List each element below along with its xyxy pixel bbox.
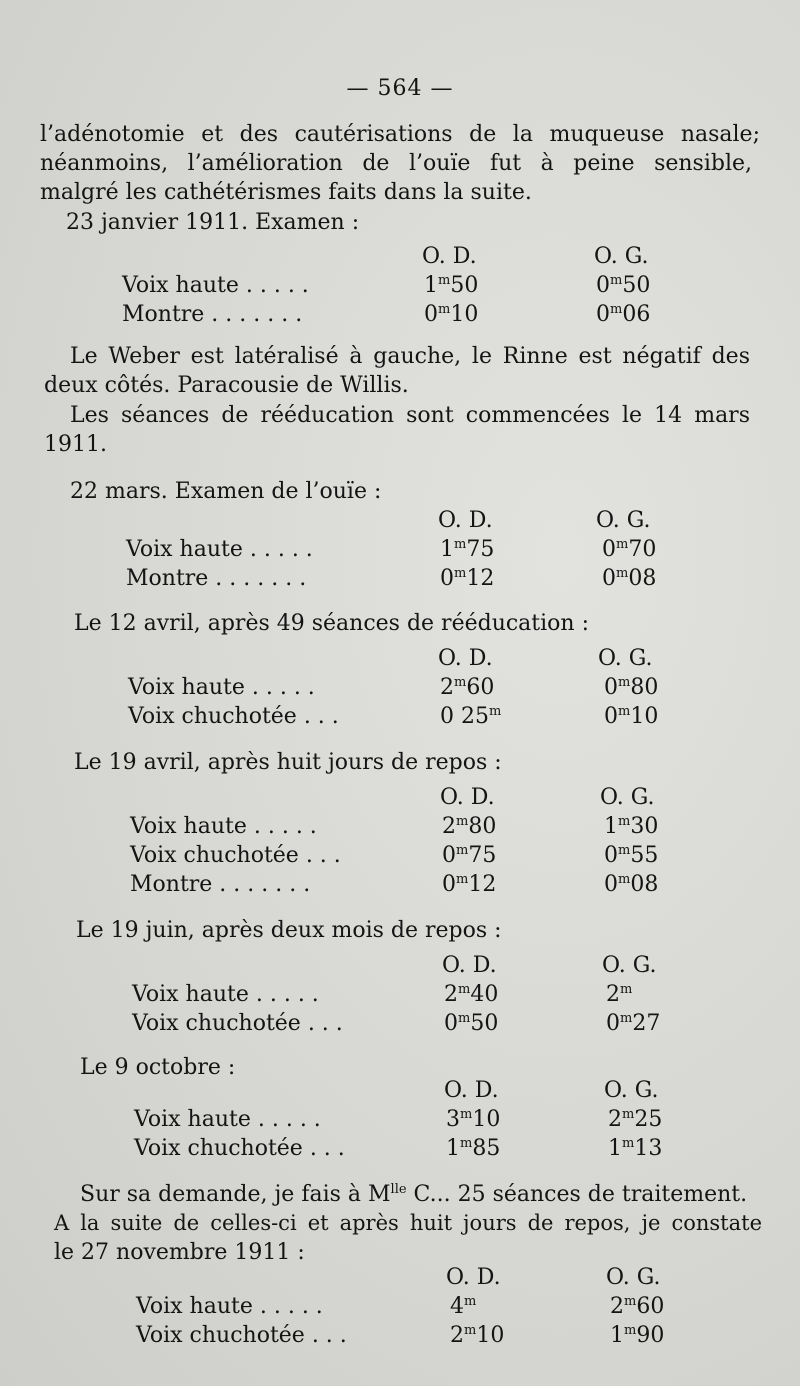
od-value: 4$^m$	[450, 1294, 477, 1319]
intro-line: malgré les cathétérismes faits dans la suite.	[40, 180, 532, 205]
exam-heading: Le 19 avril, après huit jours de repos :	[74, 750, 502, 775]
row-label: Montre . . . . . . .	[126, 566, 307, 591]
od-value: 0$^m$50	[444, 1011, 499, 1036]
og-value: 2$^m$	[606, 982, 633, 1007]
og-value: 2$^m$60	[610, 1294, 665, 1319]
og-value: 1$^m$13	[608, 1136, 663, 1161]
row-label: Voix haute . . . . .	[126, 537, 313, 562]
header-og: O. G.	[594, 244, 649, 269]
od-value: 1$^m$50	[424, 273, 479, 298]
od-value: 0$^m$12	[440, 566, 495, 591]
header-od: O. D.	[444, 1078, 499, 1103]
og-value: 1$^m$30	[604, 814, 659, 839]
og-value: 0$^m$70	[602, 537, 657, 562]
od-value: 2$^m$10	[450, 1323, 505, 1348]
row-label: Voix chuchotée . . .	[136, 1323, 347, 1348]
og-value: 0$^m$10	[604, 704, 659, 729]
row-label: Voix haute . . . . .	[130, 814, 317, 839]
exam-heading: 22 mars. Examen de l’ouïe :	[70, 479, 382, 504]
weber-line: deux côtés. Paracousie de Willis.	[44, 373, 409, 398]
seances-line: 1911.	[44, 432, 107, 457]
og-value: 0$^m$27	[606, 1011, 661, 1036]
og-value: 1$^m$90	[610, 1323, 665, 1348]
od-value: 2$^m$40	[444, 982, 499, 1007]
header-og: O. G.	[600, 785, 655, 810]
header-od: O. D.	[440, 785, 495, 810]
og-value: 0$^m$50	[596, 273, 651, 298]
od-value: 0 25$^m$	[440, 704, 502, 729]
od-value: 2$^m$80	[442, 814, 497, 839]
header-od: O. D.	[442, 953, 497, 978]
row-label: Voix haute . . . . .	[122, 273, 309, 298]
od-value: 0$^m$10	[424, 302, 479, 327]
page-number: — 564 —	[346, 76, 454, 101]
og-value: 0$^m$08	[602, 566, 657, 591]
row-label: Voix haute . . . . .	[132, 982, 319, 1007]
row-label: Voix chuchotée . . .	[132, 1011, 343, 1036]
row-label: Montre . . . . . . .	[130, 872, 311, 897]
row-label: Voix chuchotée . . .	[134, 1136, 345, 1161]
header-og: O. G.	[596, 508, 651, 533]
od-value: 3$^m$10	[446, 1107, 501, 1132]
header-og: O. G.	[606, 1265, 661, 1290]
row-label: Voix haute . . . . .	[128, 675, 315, 700]
exam-heading: Le 9 octobre :	[80, 1055, 236, 1080]
intro-line: néanmoins, l’amélioration de l’ouïe fut à peine sensible,	[40, 151, 752, 176]
og-value: 0$^m$08	[604, 872, 659, 897]
og-value: 2$^m$25	[608, 1107, 663, 1132]
closing-line: Sur sa demande, je fais à $M^{lle}$ C... 25 séances de traitement.	[80, 1182, 748, 1207]
row-label: Voix chuchotée . . .	[128, 704, 339, 729]
og-value: 0$^m$06	[596, 302, 651, 327]
od-value: 2$^m$60	[440, 675, 495, 700]
row-label: Voix chuchotée . . .	[130, 843, 341, 868]
header-od: O. D.	[438, 646, 493, 671]
seances-line: Les séances de rééducation sont commencées le 14 mars	[70, 403, 750, 428]
og-value: 0$^m$80	[604, 675, 659, 700]
header-og: O. G.	[598, 646, 653, 671]
header-og: O. G.	[602, 953, 657, 978]
row-label: Voix haute . . . . .	[134, 1107, 321, 1132]
od-value: 0$^m$75	[442, 843, 497, 868]
exam-heading: Le 12 avril, après 49 séances de rééducation :	[74, 611, 589, 636]
weber-line: Le Weber est latéralisé à gauche, le Rinne est négatif des	[70, 344, 750, 369]
row-label: Voix haute . . . . .	[136, 1294, 323, 1319]
header-od: O. D.	[422, 244, 477, 269]
intro-line: l’adénotomie et des cautérisations de la muqueuse nasale;	[40, 122, 760, 147]
od-value: 1$^m$75	[440, 537, 495, 562]
og-value: 0$^m$55	[604, 843, 659, 868]
row-label: Montre . . . . . . .	[122, 302, 303, 327]
header-og: O. G.	[604, 1078, 659, 1103]
closing-line: le 27 novembre 1911 :	[54, 1240, 305, 1265]
exam-heading: Le 19 juin, après deux mois de repos :	[76, 918, 502, 943]
od-value: 0$^m$12	[442, 872, 497, 897]
header-od: O. D.	[438, 508, 493, 533]
closing-line: A la suite de celles-ci et après huit jours de repos, je constate	[54, 1211, 762, 1235]
exam-heading: 23 janvier 1911. Examen :	[66, 210, 360, 235]
header-od: O. D.	[446, 1265, 501, 1290]
od-value: 1$^m$85	[446, 1136, 501, 1161]
